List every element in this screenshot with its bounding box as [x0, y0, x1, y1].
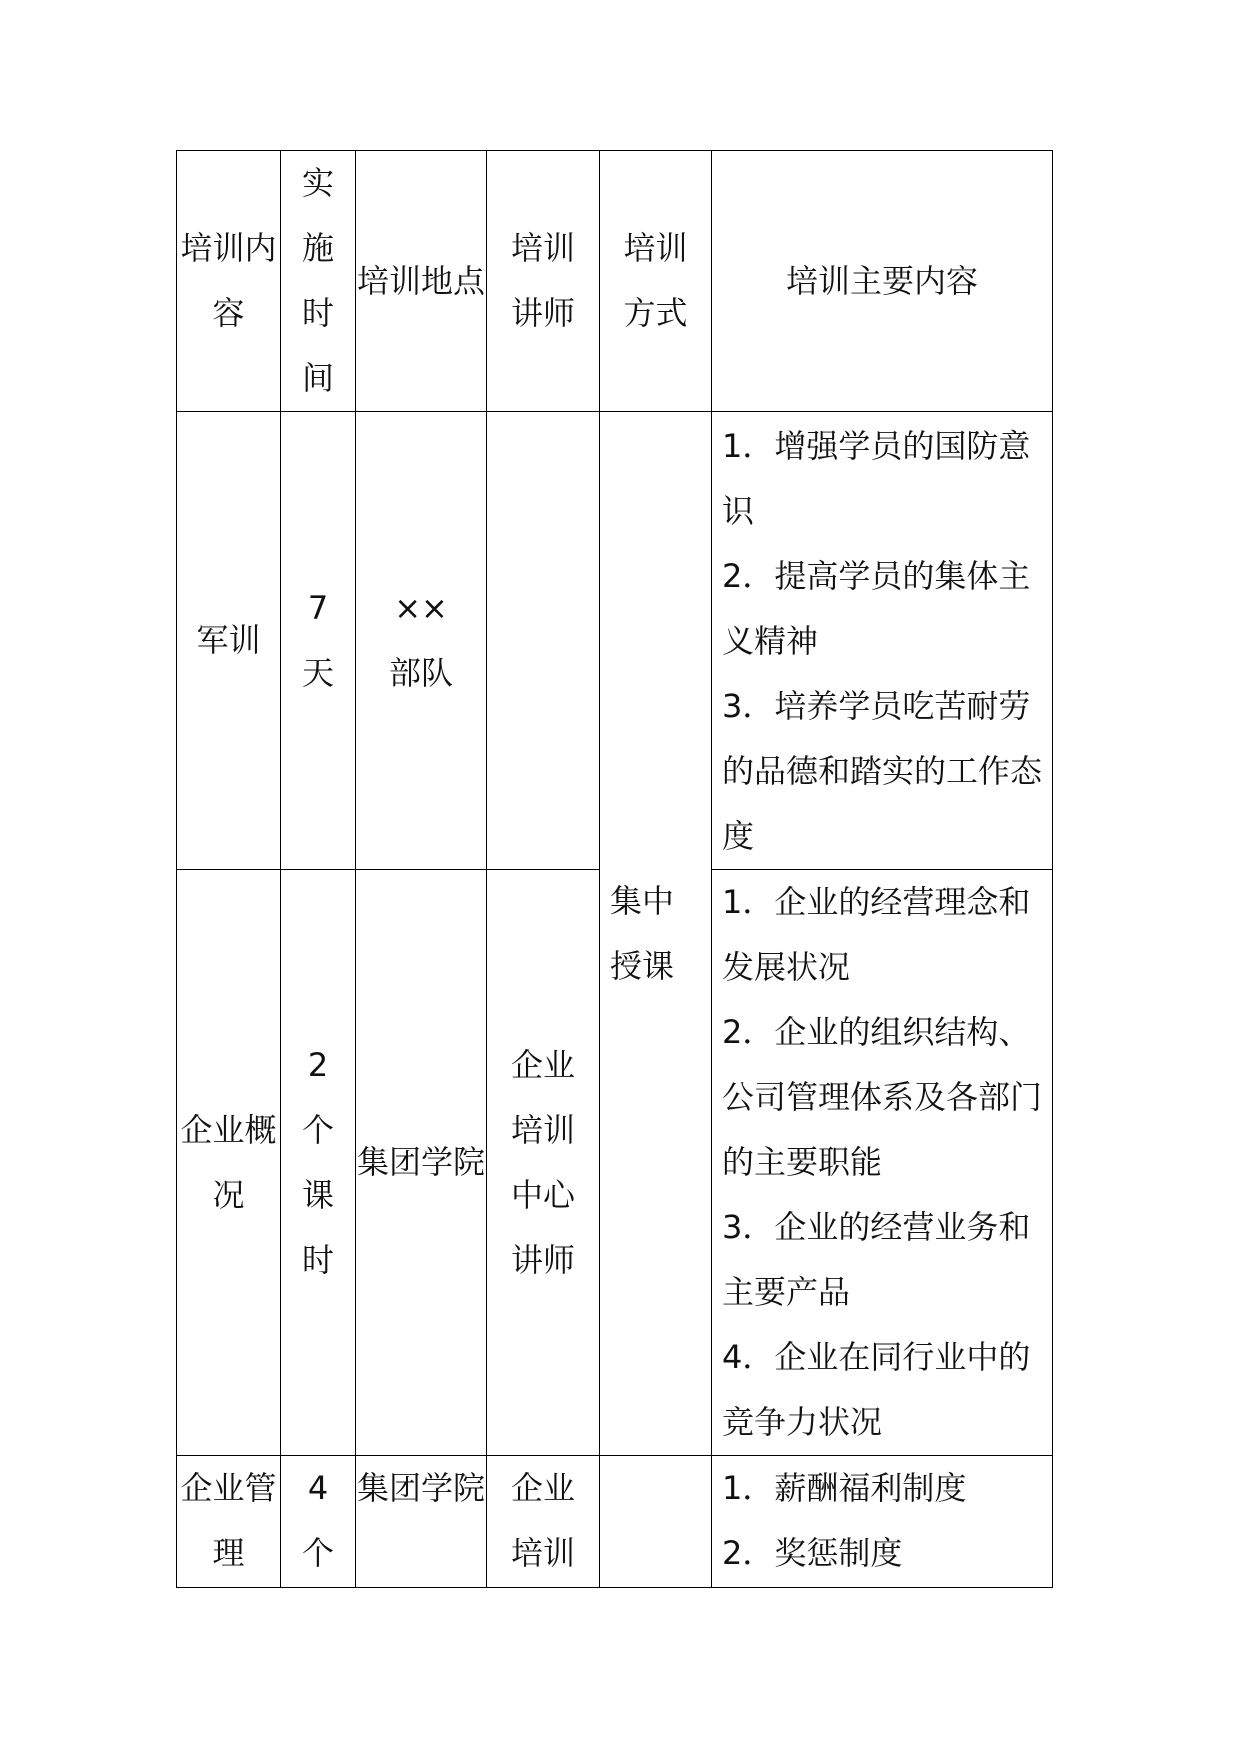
row-mode-cell — [600, 412, 712, 1456]
list-item: 4．企业在同行业中的竞争力状况 — [722, 1338, 1031, 1441]
list-item: 2．奖惩制度 — [722, 1534, 903, 1572]
row-lecturer-cell — [487, 412, 600, 870]
row-content-cell: 军训 — [177, 412, 281, 870]
list-item: 1．企业的经营理念和发展状况 — [722, 883, 1031, 986]
table-row — [177, 1456, 1053, 1588]
row-location-cell: 集团学院 — [356, 1456, 487, 1588]
row-time-cell: 4个 — [281, 1456, 356, 1588]
list-item: 2．提高学员的集体主义精神 — [722, 557, 1031, 660]
row-items-cell — [712, 870, 1053, 1456]
training-plan-table — [176, 150, 1053, 1588]
row-time-cell: 7天 — [281, 412, 356, 870]
header-lecturer: 培训讲师 — [487, 151, 600, 412]
row-mode-cell — [600, 1456, 712, 1588]
row-lecturer-cell: 企业培训 — [487, 1456, 600, 1588]
row-time-cell: 2个课时 — [281, 870, 356, 1456]
header-location: 培训地点 — [356, 151, 487, 412]
header-time: 实施时间 — [281, 151, 356, 412]
row-lecturer-cell: 企业培训中心讲师 — [487, 870, 600, 1456]
header-mode: 培训方式 — [600, 151, 712, 412]
row-location-cell: ××部队 — [356, 412, 487, 870]
row-location-cell: 集团学院 — [356, 870, 487, 1456]
mode-text: 集中授课 — [610, 881, 675, 985]
header-content: 培训内容 — [177, 151, 281, 412]
list-item: 1．薪酬福利制度 — [722, 1469, 967, 1507]
list-item: 3．企业的经营业务和主要产品 — [722, 1208, 1031, 1311]
row-items-cell — [712, 1456, 1053, 1588]
list-item: 1．增强学员的国防意识 — [722, 427, 1031, 530]
header-main-content: 培训主要内容 — [712, 151, 1053, 412]
row-content-cell: 企业管理 — [177, 1456, 281, 1588]
row-items-cell — [712, 412, 1053, 870]
list-item: 2．企业的组织结构、公司管理体系及各部门的主要职能 — [722, 1013, 1043, 1181]
list-item: 3．培养学员吃苦耐劳的品德和踏实的工作态度 — [722, 687, 1043, 855]
table-row — [177, 412, 1053, 870]
table-header-row — [177, 151, 1053, 412]
row-content-cell: 企业概况 — [177, 870, 281, 1456]
